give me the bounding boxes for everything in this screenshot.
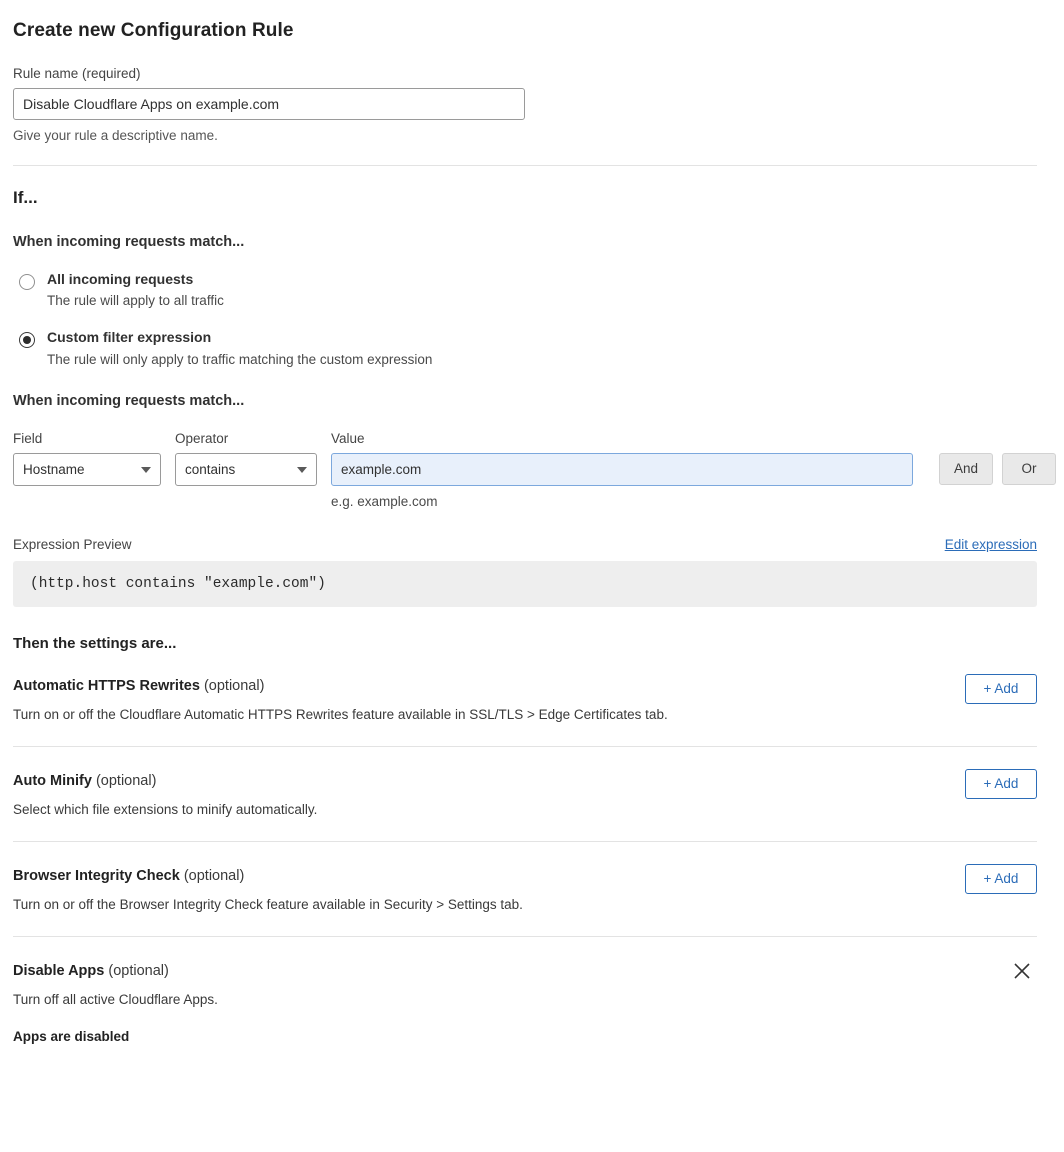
setting-optional-tag: (optional)	[203, 677, 265, 694]
add-button-auto-minify[interactable]: + Add	[965, 769, 1037, 799]
radio-label-custom-filter: Custom filter expression	[47, 329, 212, 346]
expression-preview-header	[13, 537, 1037, 552]
radio-icon-all-requests[interactable]	[19, 274, 35, 290]
setting-description: Turn off all active Cloudflare Apps.	[13, 991, 218, 1007]
field-column	[13, 431, 161, 486]
setting-disable-apps	[13, 936, 1037, 1068]
operator-select-value: contains	[185, 461, 236, 477]
section-divider	[13, 165, 1037, 166]
setting-optional-tag: (optional)	[183, 867, 245, 884]
expression-preview-box: (http.host contains "example.com")	[13, 561, 1037, 607]
rule-name-input[interactable]	[13, 88, 525, 120]
radio-label-all-requests: All incoming requests	[47, 271, 194, 287]
setting-title	[13, 678, 1037, 694]
page-title: Create new Configuration Rule	[13, 20, 294, 41]
setting-title-text: Disable Apps	[13, 962, 105, 979]
value-input[interactable]	[331, 453, 913, 486]
field-select-value: Hostname	[23, 461, 85, 477]
setting-optional-tag: (optional)	[108, 962, 169, 979]
value-column	[331, 431, 913, 509]
add-button-automatic-https-rewrites[interactable]: + Add	[965, 674, 1037, 704]
add-button-browser-integrity-check[interactable]: + Add	[965, 864, 1037, 894]
setting-title-text: Auto Minify	[13, 772, 92, 789]
remove-button-disable-apps[interactable]	[1011, 959, 1035, 983]
close-icon	[1011, 960, 1033, 982]
setting-browser-integrity-check	[13, 841, 1037, 936]
setting-automatic-https-rewrites	[13, 652, 1037, 746]
rule-name-help: Give your rule a descriptive name.	[13, 128, 218, 143]
rule-name-label: Rule name (required)	[13, 66, 141, 81]
match-heading: When incoming requests match...	[13, 234, 245, 250]
setting-title	[13, 773, 1037, 789]
radio-icon-custom-filter[interactable]	[19, 332, 35, 348]
setting-title	[13, 963, 1037, 979]
and-button[interactable]: And	[939, 453, 993, 485]
setting-description: Select which file extensions to minify automatically.	[13, 801, 318, 817]
radio-desc-custom-filter: The rule will only apply to traffic matching the custom expression	[47, 351, 433, 367]
setting-auto-minify	[13, 746, 1037, 841]
expression-preview-label: Expression Preview	[13, 536, 132, 552]
field-select[interactable]	[13, 453, 161, 486]
edit-expression-link[interactable]: Edit expression	[944, 536, 1037, 552]
setting-optional-tag: (optional)	[95, 772, 157, 789]
setting-description: Turn on or off the Browser Integrity Check feature available in Security > Settings tab.	[13, 896, 523, 912]
setting-title-text: Browser Integrity Check	[13, 867, 180, 884]
setting-title-text: Automatic HTTPS Rewrites	[13, 677, 200, 694]
setting-description: Turn on or off the Cloudflare Automatic HTTPS Rewrites feature available in SSL/TLS > Edge Certificates tab.	[13, 706, 668, 722]
value-hint: e.g. example.com	[331, 493, 438, 509]
field-label: Field	[13, 430, 43, 446]
chevron-down-icon	[297, 467, 307, 473]
operator-label: Operator	[175, 430, 229, 446]
setting-status-disable-apps: Apps are disabled	[13, 1028, 130, 1044]
value-label: Value	[331, 430, 365, 446]
rule-name-group	[13, 66, 1037, 143]
and-or-button-group	[939, 453, 1056, 485]
expression-builder-row	[13, 431, 1037, 509]
radio-option-all-requests[interactable]	[13, 272, 1037, 308]
or-button[interactable]: Or	[1002, 453, 1056, 485]
operator-select[interactable]	[175, 453, 317, 486]
if-section-heading: If...	[13, 188, 38, 207]
radio-option-custom-filter[interactable]	[13, 330, 1037, 366]
radio-desc-all-requests: The rule will apply to all traffic	[47, 293, 224, 309]
operator-column	[175, 431, 317, 486]
then-section-heading: Then the settings are...	[13, 634, 177, 652]
setting-title	[13, 868, 1037, 884]
chevron-down-icon	[141, 467, 151, 473]
expression-builder-heading: When incoming requests match...	[13, 392, 245, 409]
